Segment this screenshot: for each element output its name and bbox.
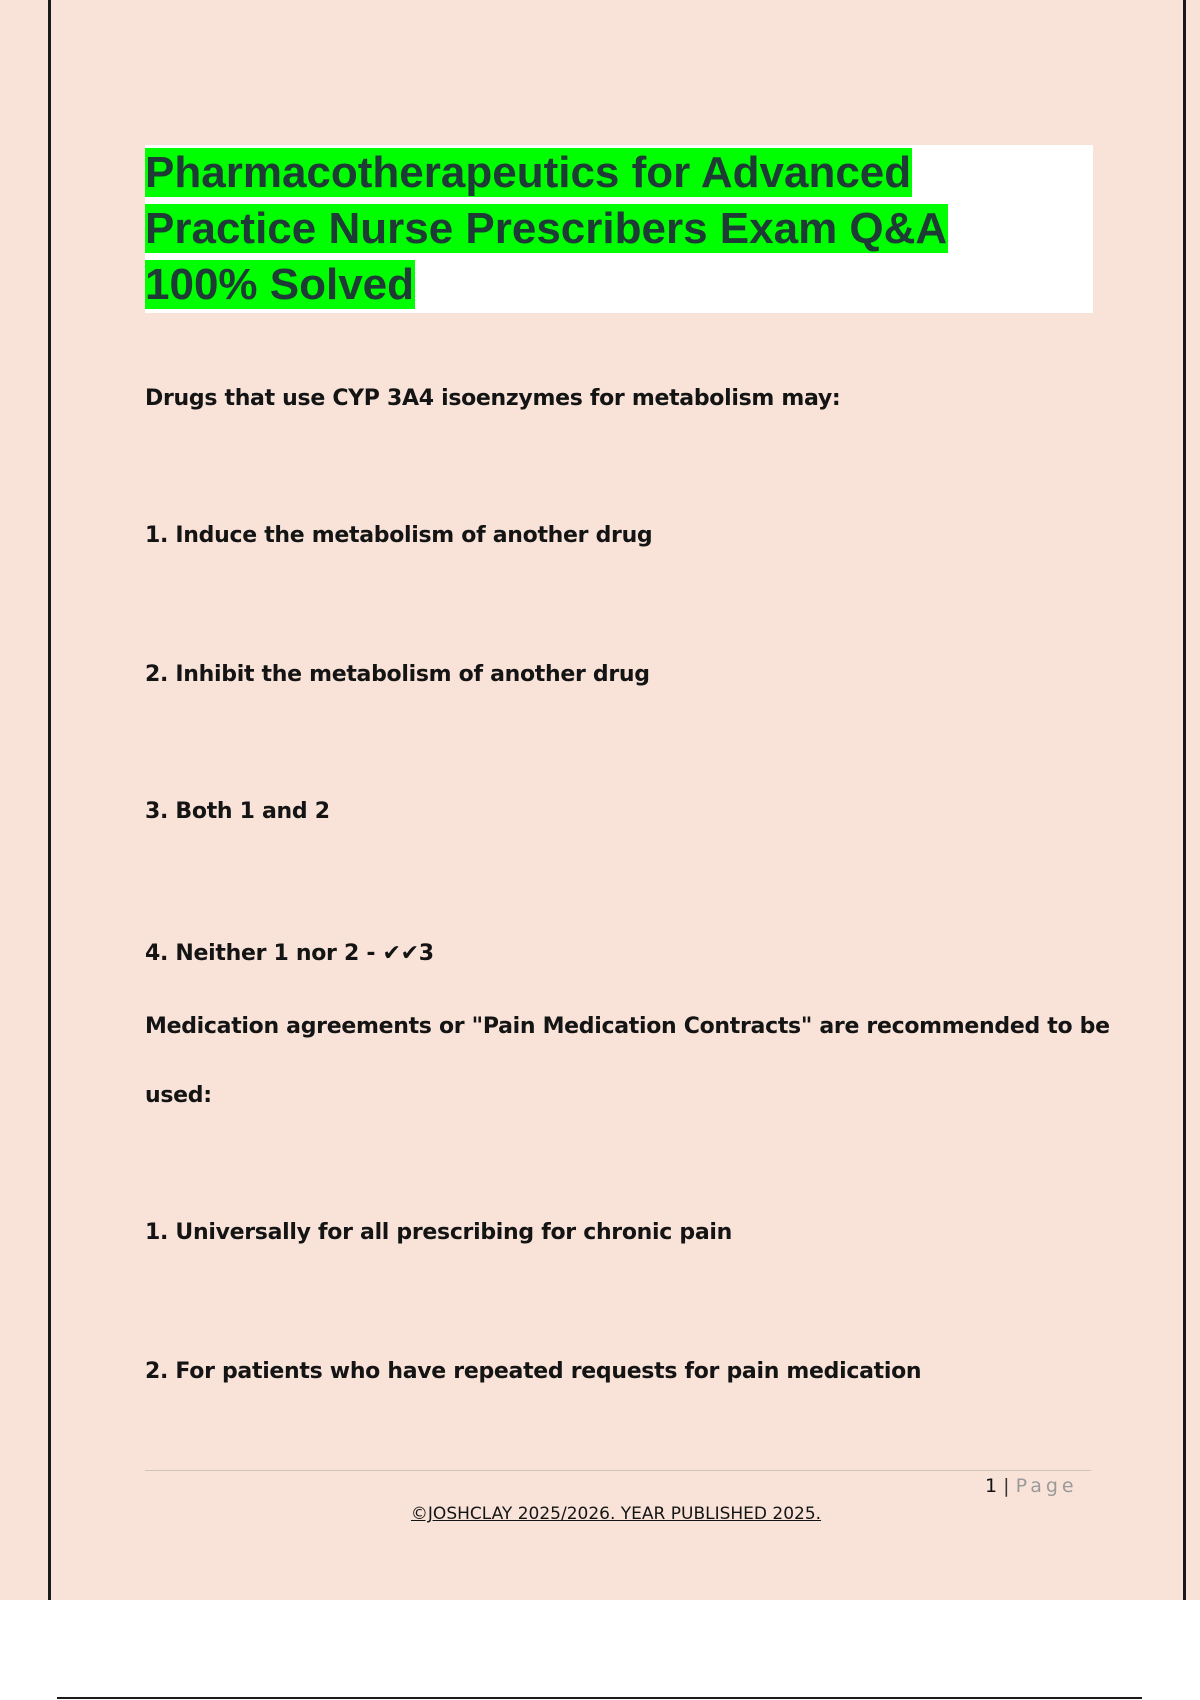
question-1-stem: Drugs that use CYP 3A4 isoenzymes for metabolism may: xyxy=(145,386,841,411)
title-line-2: Practice Nurse Prescribers Exam Q&A xyxy=(145,204,948,253)
question-2-stem-line-2: used: xyxy=(145,1083,212,1108)
question-1-option-4-answer: 4. Neither 1 nor 2 - ✔✔3 xyxy=(145,941,434,966)
left-border-line xyxy=(48,0,51,1600)
page-word: Page xyxy=(1015,1475,1078,1497)
title-line-1: Pharmacotherapeutics for Advanced xyxy=(145,148,912,197)
question-2-option-1: 1. Universally for all prescribing for chronic pain xyxy=(145,1220,732,1245)
question-2-stem-line-1: Medication agreements or "Pain Medication Contracts" are recommended to be xyxy=(145,1014,1110,1039)
footer-divider xyxy=(145,1470,1091,1471)
page-number-value: 1 xyxy=(985,1475,998,1497)
title-block xyxy=(145,145,1093,313)
question-1-option-1: 1. Induce the metabolism of another drug xyxy=(145,523,653,548)
page-number xyxy=(985,1474,1078,1498)
right-border-line xyxy=(1183,0,1186,1600)
document-title xyxy=(145,145,1093,313)
question-1-option-3: 3. Both 1 and 2 xyxy=(145,799,330,824)
page-number-separator: | xyxy=(1003,1475,1010,1497)
copyright-notice: ©JOSHCLAY 2025/2026. YEAR PUBLISHED 2025. xyxy=(410,1504,822,1524)
question-1-option-2: 2. Inhibit the metabolism of another drug xyxy=(145,662,650,687)
title-line-3: 100% Solved xyxy=(145,260,415,309)
bottom-divider xyxy=(57,1697,1142,1699)
question-2-option-2: 2. For patients who have repeated requests for pain medication xyxy=(145,1359,922,1384)
